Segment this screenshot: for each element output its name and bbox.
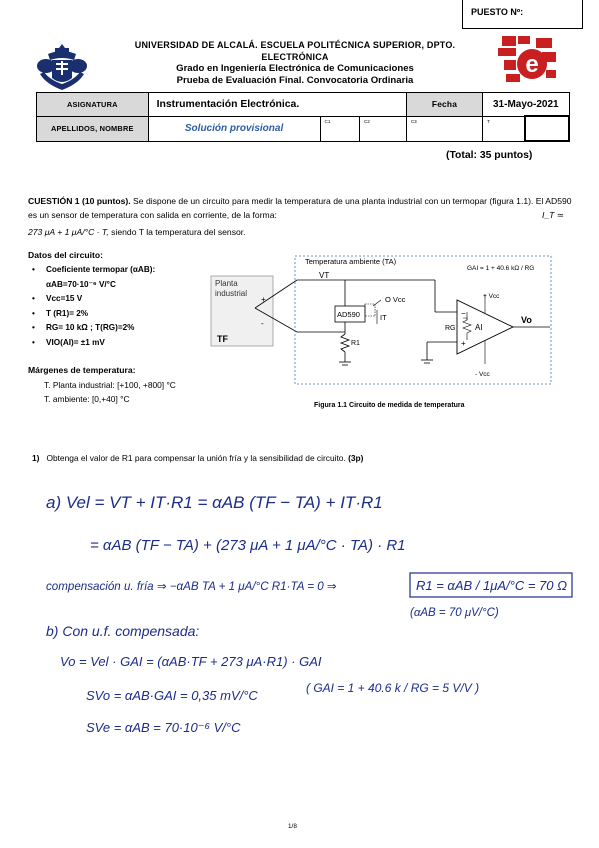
svg-text:+: + xyxy=(461,339,466,348)
ai-label: AI xyxy=(475,323,483,332)
planta-label-1: Planta xyxy=(215,279,238,288)
hw-b-line1: b) Con u.f. compensada: xyxy=(46,623,200,639)
svg-text:−: − xyxy=(461,309,466,318)
hw-b-line2: Vo = Vel · GAI = (αAB·TF + 273 μA·R1) · GAI xyxy=(60,654,322,669)
score-box-c2[interactable]: C2 xyxy=(359,116,406,141)
margen-item: T. ambiente: [0,+40] °C xyxy=(44,394,130,404)
question-intro xyxy=(28,194,578,239)
plus-vcc: + Vcc xyxy=(483,293,500,300)
puesto-box xyxy=(462,0,583,29)
document-header xyxy=(100,40,490,86)
score-box-c1[interactable]: C1 xyxy=(320,116,359,141)
puesto-label: PUESTO Nº: xyxy=(471,7,524,17)
planta-label-2: industrial xyxy=(215,289,248,298)
hw-a-line1: a) Vel = VT + IT·R1 = αAB (TF − TA) + IT·R1 xyxy=(46,493,383,512)
university-crest-logo xyxy=(34,40,90,95)
score-box-c3[interactable]: C3 xyxy=(406,116,482,141)
asignatura-label: ASIGNATURA xyxy=(37,93,149,117)
fecha-value: 31-Mayo-2021 xyxy=(483,93,569,117)
dato-item: • Coeficiente termopar (αAB): xyxy=(30,263,155,278)
header-university: UNIVERSIDAD DE ALCALÁ. ESCUELA POLITÉCNICA SUPERIOR, DPTO. ELECTRÓNICA xyxy=(134,40,456,62)
hw-b-line3: SVo = αAB·GAI = 0,35 mV/°C xyxy=(86,688,258,703)
formula-it: I_T ≃ xyxy=(541,210,564,220)
formula-line: 273 μA + 1 μA/°C · T, xyxy=(28,227,109,237)
datos-list xyxy=(30,263,155,351)
hw-a-line3: compensación u. fría ⇒ −αAB TA + 1 μA/°C R1·TA = 0 ⇒ xyxy=(46,580,337,593)
exam-info-table xyxy=(36,92,570,142)
department-logo xyxy=(496,34,560,90)
question-1-number: 1) xyxy=(32,453,40,463)
margen-item: T. Planta industrial: [+100, +800] °C xyxy=(44,380,176,390)
page-number: 1/8 xyxy=(288,823,297,830)
dato-item: αAB=70·10⁻⁶ V/°C xyxy=(46,279,116,289)
hw-b-gain: ( GAI = 1 + 40.6 k / RG = 5 V/V ) xyxy=(306,681,480,695)
hw-b-line4: SVe = αAB = 70·10⁻⁶ V/°C xyxy=(86,720,241,735)
apellidos-label: APELLIDOS, NOMBRE xyxy=(37,116,149,141)
question-1 xyxy=(32,453,363,463)
header-degree: Grado en Ingeniería Electrónica de Comunicaciones xyxy=(176,63,414,74)
it-label: IT xyxy=(380,313,387,322)
vt-label: VT xyxy=(319,271,330,280)
dato-item: • Vcc=15 V xyxy=(30,292,155,307)
r1-label: R1 xyxy=(351,340,360,347)
tf-label: TF xyxy=(217,334,228,344)
svg-text:e: e xyxy=(525,51,539,78)
figure-caption: Figura 1.1 Circuito de medida de temperatura xyxy=(314,402,465,409)
vo-label: Vo xyxy=(521,315,532,325)
fecha-label: Fecha xyxy=(406,93,482,117)
formula-tail: siendo T la temperatura del sensor. xyxy=(111,227,246,237)
vcc-label: O Vcc xyxy=(385,295,406,304)
dato-item: • T (R1)= 2% xyxy=(30,307,155,322)
score-box-total[interactable]: T xyxy=(483,116,525,141)
nombre-value: Solución provisional xyxy=(148,116,320,141)
rg-label: RG xyxy=(445,325,456,332)
circuit-figure xyxy=(205,250,555,400)
datos-title: Datos del circuito: xyxy=(28,250,103,260)
margenes-list xyxy=(44,378,176,406)
dato-item: • RG= 10 kΩ ; T(RG)=2% xyxy=(30,321,155,336)
question-1-text: Obtenga el valor de R1 para compensar la unión fría y la sensibilidad de circuito. xyxy=(46,453,346,463)
hw-a-result: R1 = αAB / 1μA/°C = 70 Ω xyxy=(416,578,568,593)
question-label: CUESTIÓN 1 (10 puntos). xyxy=(28,196,131,206)
minus-vcc: - Vcc xyxy=(475,371,490,378)
gain-label: GAI = 1 + 40.6 kΩ / RG xyxy=(467,265,535,272)
svg-text:-: - xyxy=(261,319,264,328)
handwritten-solution xyxy=(40,478,580,758)
svg-text:+: + xyxy=(261,295,266,304)
question-1-points: (3p) xyxy=(348,453,364,463)
ambient-box xyxy=(295,256,551,384)
score-box-final[interactable] xyxy=(525,116,569,141)
hw-a-line2: = αAB (TF − TA) + (273 μA + 1 μA/°C · TA) · R1 xyxy=(90,537,406,554)
hw-a-note: (αAB = 70 μV/°C) xyxy=(410,607,499,619)
margenes-title: Márgenes de temperatura: xyxy=(28,365,136,375)
question-intro-text: Se dispone de un circuito para medir la temperatura de una planta industrial con un termopar (figura 1.1). El AD590 es un sensor de temperatura con salida en corriente, de la forma: xyxy=(28,196,572,220)
sensor-label: AD590 xyxy=(337,310,360,319)
asignatura-value: Instrumentación Electrónica. xyxy=(148,93,406,117)
total-points: (Total: 35 puntos) xyxy=(446,150,533,161)
header-exam: Prueba de Evaluación Final. Convocatoria Ordinaria xyxy=(176,74,414,86)
dato-item: • VIO(AI)= ±1 mV xyxy=(30,336,155,351)
ambient-label: Temperatura ambiente (TA) xyxy=(305,257,397,266)
